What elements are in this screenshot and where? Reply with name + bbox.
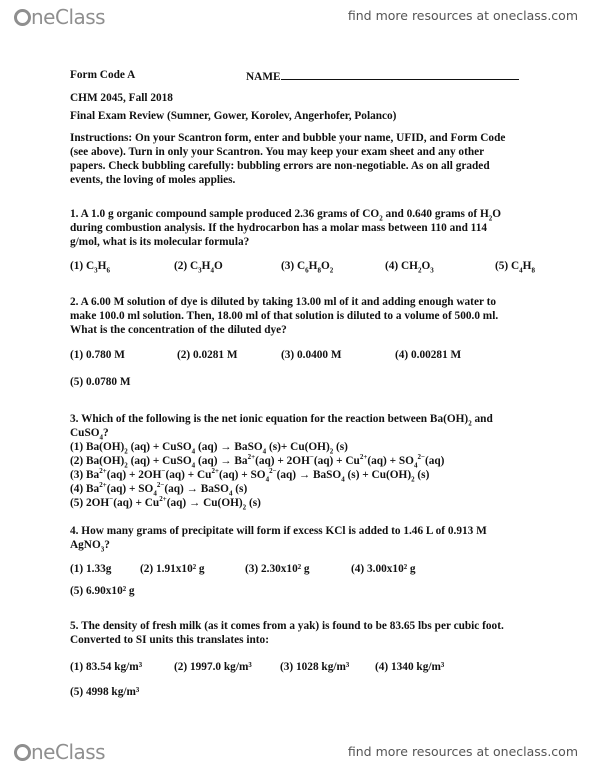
question-2-line-3: What is the concentration of the diluted dye? [70, 324, 287, 336]
question-3-line-1: 3. Which of the following is the net ionic equation for the reaction between $Ba(OH)_2$ and [70, 413, 493, 428]
q4-option-1[interactable]: (1) 1.33g [70, 563, 112, 575]
oneclass-logo[interactable]: neClass [14, 5, 105, 29]
find-more-resources-link[interactable]: find more resources at oneclass.com [347, 8, 578, 23]
q2-option-5[interactable]: (5) 0.0780 M [70, 376, 131, 388]
q3-option-2[interactable]: (2) $Ba(OH)_2$ (aq) + CuSO$_4$ $(aq) \to Ba^{2+}(aq) + 2OH^-(aq) + Cu^{2+}(aq) + SO_4^{2-}(aq)$ [70, 453, 445, 470]
exam-title: Final Exam Review (Sumner, Gower, Korolev, Angerhofer, Polanco) [70, 110, 397, 122]
q3-option-5[interactable]: (5) $2OH^-(aq) + Cu^{2+}(aq) \to Cu(OH)_2$ (s) [70, 495, 261, 512]
q4-option-3[interactable]: (3) 2.30x10² g [245, 563, 310, 575]
q2-option-4[interactable]: (4) 0.00281 M [395, 349, 462, 361]
instructions-line-4: events, the loving of moles applies. [70, 174, 236, 186]
q5-option-5[interactable]: (5) 4998 kg/m³ [70, 686, 140, 698]
question-2-line-1: 2. A 6.00 M solution of dye is diluted by taking 13.00 ml of it and adding enough water to [70, 296, 496, 308]
page-header [0, 0, 595, 34]
q3-option-1[interactable]: (1) $Ba(OH)_2$ (aq) + CuSO$_4$ (aq) → BaSO$_4$ $(s)+ Cu(OH)_2$ (s) [70, 441, 348, 456]
question-4-line-2: AgNO$_3$? [70, 539, 110, 554]
find-more-resources-link-footer[interactable]: find more resources at oneclass.com [347, 744, 578, 759]
question-5-line-2: Converted to SI units this translates into: [70, 634, 269, 646]
q2-option-1[interactable]: (1) 0.780 M [70, 349, 125, 361]
name-field: NAME [246, 68, 519, 85]
q5-option-4[interactable]: (4) 1340 kg/m³ [375, 661, 445, 673]
q1-option-3[interactable]: (3) $C_6H_8O_2$ [281, 260, 334, 275]
course-title: CHM 2045, Fall 2018 [70, 92, 173, 104]
q1-option-4[interactable]: (4) $CH_2O_3$ [385, 260, 434, 275]
question-1-line-3: g/mol, what is its molecular formula? [70, 236, 250, 248]
question-3-line-2: CuSO$_4$? [70, 427, 109, 442]
q5-option-2[interactable]: (2) 1997.0 kg/m³ [174, 661, 252, 673]
question-1-text: 1. A 1.0 g organic compound sample produced 2.36 grams of $CO_2$ and 0.640 grams of $H_2O$ [70, 208, 502, 223]
q5-option-3[interactable]: (3) 1028 kg/m³ [280, 661, 350, 673]
form-code: Form Code A [70, 69, 136, 81]
instructions-line-2: (see above). Turn in only your Scantron. You may keep your exam sheet and any other [70, 146, 485, 158]
name-blank-line [281, 68, 519, 80]
logo-ring-icon [14, 9, 31, 26]
q5-option-1[interactable]: (1) 83.54 kg/m³ [70, 661, 143, 673]
question-1-line-2: during combustion analysis. If the hydrocarbon has a molar mass between 110 and 114 [70, 222, 488, 234]
logo-ring-icon [14, 744, 31, 761]
q4-option-4[interactable]: (4) 3.00x10² g [351, 563, 416, 575]
q1-option-1[interactable]: (1) $C_3H_6$ [70, 260, 110, 275]
q2-option-2[interactable]: (2) 0.0281 M [177, 349, 238, 361]
question-4-line-1: 4. How many grams of precipitate will form if excess KCl is added to 1.46 L of 0.913 M [70, 525, 487, 537]
instructions-line-3: papers. Check bubbling carefully: bubbling errors are non-negotiable. As on all graded [70, 160, 490, 172]
q2-option-3[interactable]: (3) 0.0400 M [281, 349, 342, 361]
q4-option-2[interactable]: (2) 1.91x10² g [140, 563, 205, 575]
instructions-line-1: Instructions: On your Scantron form, enter and bubble your name, UFID, and Form Code [70, 132, 506, 144]
page-footer [0, 740, 595, 770]
q4-option-5[interactable]: (5) 6.90x10² g [70, 585, 135, 597]
question-5-line-1: 5. The density of fresh milk (as it comes from a yak) is found to be 83.65 lbs per cubic foot. [70, 620, 504, 632]
q3-option-3[interactable]: (3) $Ba^{2+}(aq) + 2OH^-(aq) + Cu^{2+}(aq) + SO_4^{2-}(aq)$ → BaSO$_4$ $(s) + Cu(OH)_2$ (s) [70, 467, 430, 484]
q3-option-4[interactable]: (4) $Ba^{2+}(aq) + SO_4^{2-}(aq)$ → BaSO$_4$ (s) [70, 481, 248, 498]
q1-option-2[interactable]: (2) $C_3H_4O$ [174, 260, 223, 275]
q1-option-5[interactable]: (5) $C_4H_8$ [495, 260, 535, 275]
question-2-line-2: make 100.0 ml solution. Then, 18.00 ml of that solution is diluted to a volume of 500.0 ml. [70, 310, 499, 322]
oneclass-logo-footer[interactable]: neClass [14, 740, 105, 764]
